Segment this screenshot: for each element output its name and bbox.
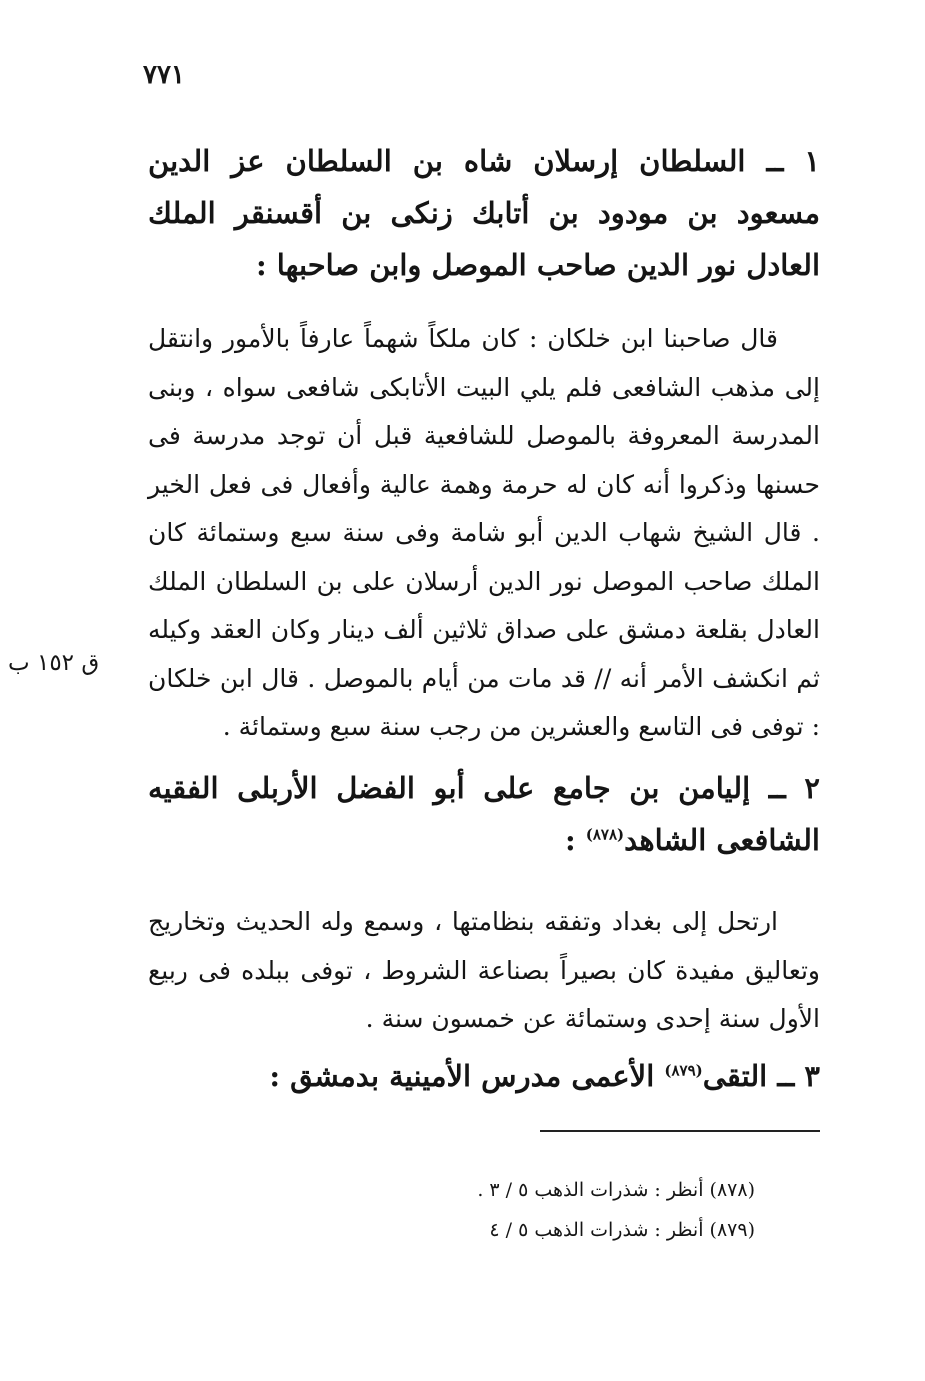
- footnote-878: (٨٧٨) أنظر : شذرات الذهب ٥ / ٣ .: [477, 1179, 755, 1201]
- margin-folio-note: ق ١٥٢ ب: [8, 650, 100, 676]
- entry-3-heading: [148, 1050, 820, 1102]
- footnote-879: (٨٧٩) أنظر : شذرات الذهب ٥ / ٤: [489, 1219, 755, 1241]
- entry-3-heading-text: ٣ ــ التقى: [702, 1059, 820, 1093]
- footnote-divider: [540, 1130, 820, 1132]
- entry-2-heading-colon: :: [564, 823, 586, 857]
- entry-1-heading: ١ ــ السلطان إرسلان شاه بن السلطان عز الدين مسعود بن مودود بن أتابك زنكى بن أقسنقر الملك العادل نور الدين صاحب الموصل وابن صاحبها :: [148, 144, 820, 282]
- page-number: ٧٧١: [143, 60, 185, 90]
- entry-1: [148, 135, 820, 752]
- footnotes: [400, 1170, 755, 1250]
- entry-2-body: [148, 898, 820, 1044]
- entry-2-heading: [148, 762, 820, 866]
- entry-1-body-text: قال صاحبنا ابن خلكان : كان ملكاً شهماً عارفاً بالأمور وانتقل إلى مذهب الشافعى فلم يلي البيت الأتابكى شافعى سواه ، وبنى المدرسة المعروفة بالموصل للشافعية قبل أن توجد مدرسة فى حسنها وذكروا أنه كان له حرمة وهمة عالية وأفعال فى فعل الخير . قال الشيخ شهاب الدين أبو شامة وفى سنة سبع وستمائة كان الملك صاحب الموصل نور الدين أرسلان على بن السلطان الملك العادل بقلعة دمشق على صداق ثلاثين ألف دينار وكان العقد وكيله ثم انكشف الأمر أنه // قد مات من أيام بالموصل . قال ابن خلكان : توفى فى التاسع والعشرين من رجب سنة سبع وستمائة .: [148, 324, 820, 741]
- entry-2: [148, 762, 820, 1044]
- footnote-ref-879: (٨٧٩): [664, 1061, 703, 1080]
- entry-1-body: [148, 315, 820, 752]
- entry-2-body-text: ارتحل إلى بغداد وتفقه بنظامتها ، وسمع وله الحديث وتخاريج وتعاليق مفيدة كان بصيراً بصناعة الشروط ، توفى ببلده فى ربيع الأول سنة إحدى وستمائة عن خمسون سنة .: [148, 907, 820, 1033]
- entry-2-heading-text: ٢ ــ إليامن بن جامع على أبو الفضل الأربلى الفقيه الشافعى الشاهد: [148, 771, 820, 857]
- entry-3-heading-rest: الأعمى مدرس الأمينية بدمشق :: [269, 1059, 665, 1093]
- entry-3: [148, 1050, 820, 1102]
- footnote-ref-878: (٨٧٨): [585, 825, 625, 844]
